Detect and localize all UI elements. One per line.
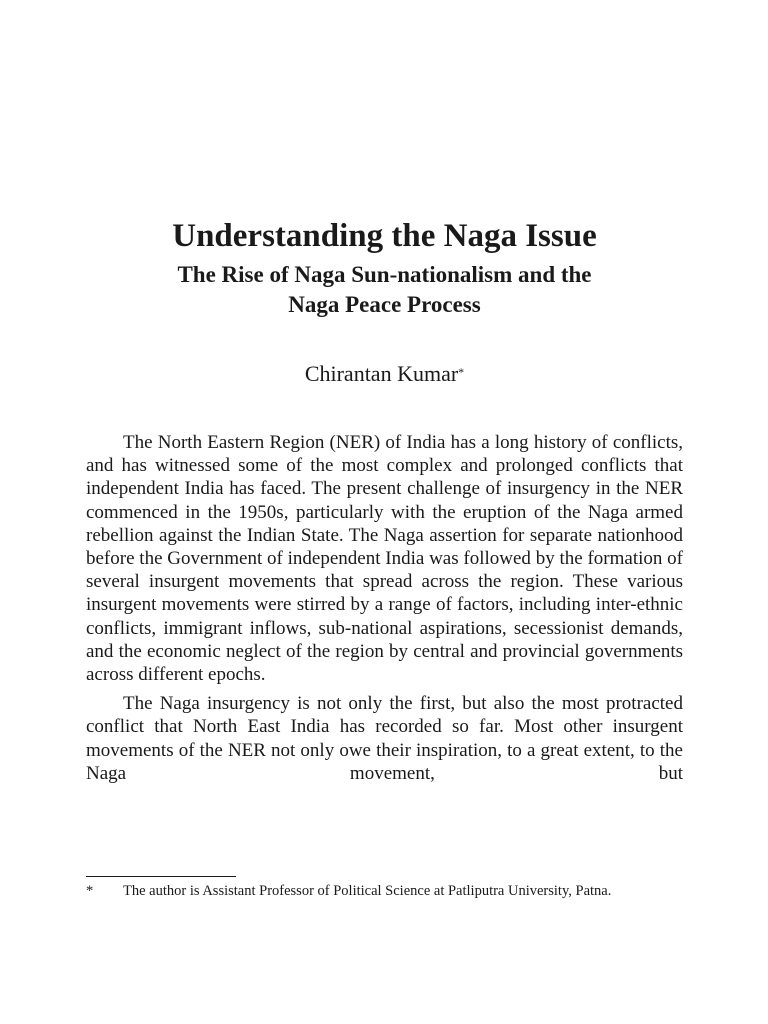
article-title: Understanding the Naga Issue xyxy=(172,218,597,254)
subtitle-line-2: Naga Peace Process xyxy=(288,292,481,317)
author-footnote-mark: * xyxy=(458,365,465,379)
article-body xyxy=(86,431,683,791)
body-paragraph-2: The Naga insurgency is not only the first, but also the most protracted conflict that North East India has recorded so far. Most other insurgent movements of the NER not only owe their inspiration, to a great extent, to the Naga movement, but xyxy=(86,693,683,784)
footnote-divider xyxy=(86,876,236,877)
document-page xyxy=(86,0,683,1024)
footnote-mark: * xyxy=(86,883,94,899)
author-name-text: Chirantan Kumar xyxy=(304,361,459,386)
footnote xyxy=(86,882,683,901)
footnote-text: The author is Assistant Professor of Political Science at Patliputra University, Patna. xyxy=(123,883,612,899)
article-subtitle xyxy=(86,260,683,320)
subtitle-line-1: The Rise of Naga Sun-nationalism and the xyxy=(177,262,592,287)
body-paragraph-1: The North Eastern Region (NER) of India has a long history of conflicts, and has witnessed some of the most complex and prolonged conflicts that independent India has faced. The present challenge of insurgency in the NER commenced in the 1950s, particularly with the eruption of the Naga armed rebellion against the Indian State. The Naga assertion for separate nationhood before the Government of independent India was followed by the formation of several insurgent movements that spread across the region. These various insurgent movements were stirred by a range of factors, including inter-ethnic conflicts, immigrant inflows, sub-national aspirations, secessionist demands, and the economic neglect of the region by central and provincial governments across different epochs. xyxy=(86,432,683,686)
author-name xyxy=(86,360,683,388)
